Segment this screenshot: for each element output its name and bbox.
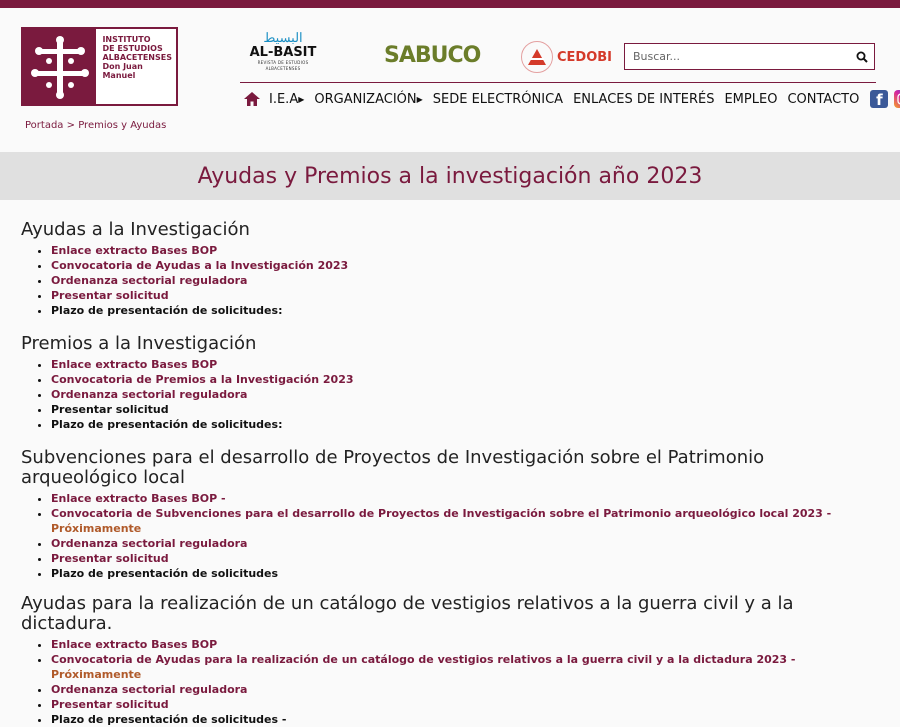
list-item [51,372,881,387]
list-item [51,506,881,536]
breadcrumb-current: Premios y Ayudas [78,120,167,131]
link-presentar-solicitud[interactable]: Presentar solicitud [51,289,169,302]
section-subvenciones-patrimonio [21,448,881,581]
link-ordenanza[interactable]: Ordenanza sectorial reguladora [51,683,248,696]
link-convocatoria[interactable]: Convocatoria de Ayudas para la realización de un catálogo de vestigios relativos a la guerra civil y a la dictadura 2023 [51,653,788,666]
link-convocatoria[interactable]: Convocatoria de Ayudas a la Investigación 2023 [51,259,349,272]
link-presentar-solicitud[interactable]: Presentar solicitud [51,552,169,565]
presentar-solicitud-label: Presentar solicitud [51,403,169,416]
page-title-banner [0,152,900,200]
plazo-label: Plazo de presentación de solicitudes [51,567,279,580]
section-list [21,243,881,318]
section-title: Ayudas para la realización de un catálogo de vestigios relativos a la guerra civil y a la dictadura. [21,593,794,634]
list-item [51,652,881,682]
list-item [51,402,881,417]
nav-empleo[interactable]: EMPLEO [724,91,778,107]
iea-logo[interactable] [21,27,178,106]
logo-text [96,29,176,104]
dash-suffix: - [787,653,796,666]
plazo-label: Plazo de presentación de solicitudes - [51,713,287,726]
nav-organizacion[interactable] [314,92,422,107]
link-extracto-bop[interactable]: Enlace extracto Bases BOP [51,492,218,505]
breadcrumb-separator: > [66,120,76,131]
plazo-label: Plazo de presentación de solicitudes: [51,304,283,317]
list-item [51,491,881,506]
proximamente-label: Próximamente [51,668,142,681]
section-ayudas-investigacion [21,220,881,318]
search-icon [856,51,868,63]
list-item [51,288,881,303]
link-extracto-bop[interactable]: Enlace extracto Bases BOP [51,358,218,371]
list-item [51,682,881,697]
facebook-icon: f [870,90,888,108]
section-title: Premios a la Investigación [21,333,257,354]
instagram-icon [894,90,900,108]
logo-line: INSTITUTO [102,35,151,44]
dash-suffix: - [217,492,226,505]
instagram-link[interactable] [894,90,900,108]
cross-emblem-icon [23,29,96,104]
list-item [51,551,881,566]
nav-iea-label: I.E.A [269,91,299,107]
section-title: Ayudas a la Investigación [21,219,250,240]
list-item [51,712,881,727]
albasit-logo[interactable] [243,32,323,72]
home-button[interactable] [244,92,260,106]
nav-sede-electronica[interactable]: SEDE ELECTRÓNICA [432,91,564,107]
plazo-label: Plazo de presentación de solicitudes: [51,418,283,431]
section-premios-investigacion [21,334,881,432]
link-convocatoria[interactable]: Convocatoria de Subvenciones para el desarrollo de Proyectos de Investigación sobre el Patrimonio arqueológico local 2023 [51,507,823,520]
link-ordenanza[interactable]: Ordenanza sectorial reguladora [51,388,248,401]
nav-contacto[interactable]: CONTACTO [787,91,860,107]
site-header [0,8,900,115]
sabuco-logo[interactable]: SABUCO [384,43,481,68]
list-item [51,357,881,372]
search-button[interactable] [850,45,874,69]
breadcrumb [25,120,166,131]
section-list [21,357,881,432]
link-presentar-solicitud[interactable]: Presentar solicitud [51,698,169,711]
link-extracto-bop[interactable]: Enlace extracto Bases BOP [51,244,218,257]
breadcrumb-home[interactable]: Portada [25,120,64,131]
search-input[interactable] [631,45,850,69]
list-item [51,243,881,258]
facebook-link[interactable] [870,90,888,108]
section-list [21,637,881,727]
page-title: Ayudas y Premios a la investigación año 2023 [197,163,703,189]
nav-divider [240,82,876,83]
search-box [624,43,875,70]
list-item [51,637,881,652]
nav-organizacion-label: ORGANIZACIÓN [314,91,417,107]
list-item [51,697,881,712]
link-ordenanza[interactable]: Ordenanza sectorial reguladora [51,537,248,550]
albasit-title: AL-BASIT [249,45,317,60]
list-item [51,273,881,288]
proximamente-label: Próximamente [51,522,142,535]
section-list [21,491,881,581]
main-content [21,220,881,727]
section-title: Subvenciones para el desarrollo de Proyectos de Investigación sobre el Patrimonio arqueológico local [21,447,765,488]
cedobi-logo[interactable] [521,41,612,73]
list-item [51,258,881,273]
section-catalogo-vestigios [21,594,881,727]
list-item [51,536,881,551]
nav-enlaces-interes[interactable]: ENLACES DE INTERÉS [573,91,715,107]
link-convocatoria[interactable]: Convocatoria de Premios a la Investigación 2023 [51,373,354,386]
cedobi-triangle-icon [521,41,553,73]
albasit-subtitle: REVISTA DE ESTUDIOS ALBACETENSES [257,60,309,71]
dash-suffix: - [822,507,832,520]
link-extracto-bop[interactable]: Enlace extracto Bases BOP [51,638,218,651]
list-item [51,303,881,318]
home-icon [244,92,260,106]
list-item [51,387,881,402]
dropdown-arrow-icon: ▶ [416,94,423,104]
top-accent-bar [0,0,900,8]
main-nav [244,89,900,109]
list-item [51,566,881,581]
logo-line: DE ESTUDIOS [102,44,163,53]
dropdown-arrow-icon: ▶ [298,94,305,104]
link-ordenanza[interactable]: Ordenanza sectorial reguladora [51,274,248,287]
list-item [51,417,881,432]
cedobi-label: CEDOBI [557,49,613,65]
logo-line: Don Juan Manuel [102,62,143,80]
nav-iea[interactable] [269,92,304,107]
albasit-arabic: البسيط [263,31,303,46]
logo-line: ALBACETENSES [102,53,172,62]
